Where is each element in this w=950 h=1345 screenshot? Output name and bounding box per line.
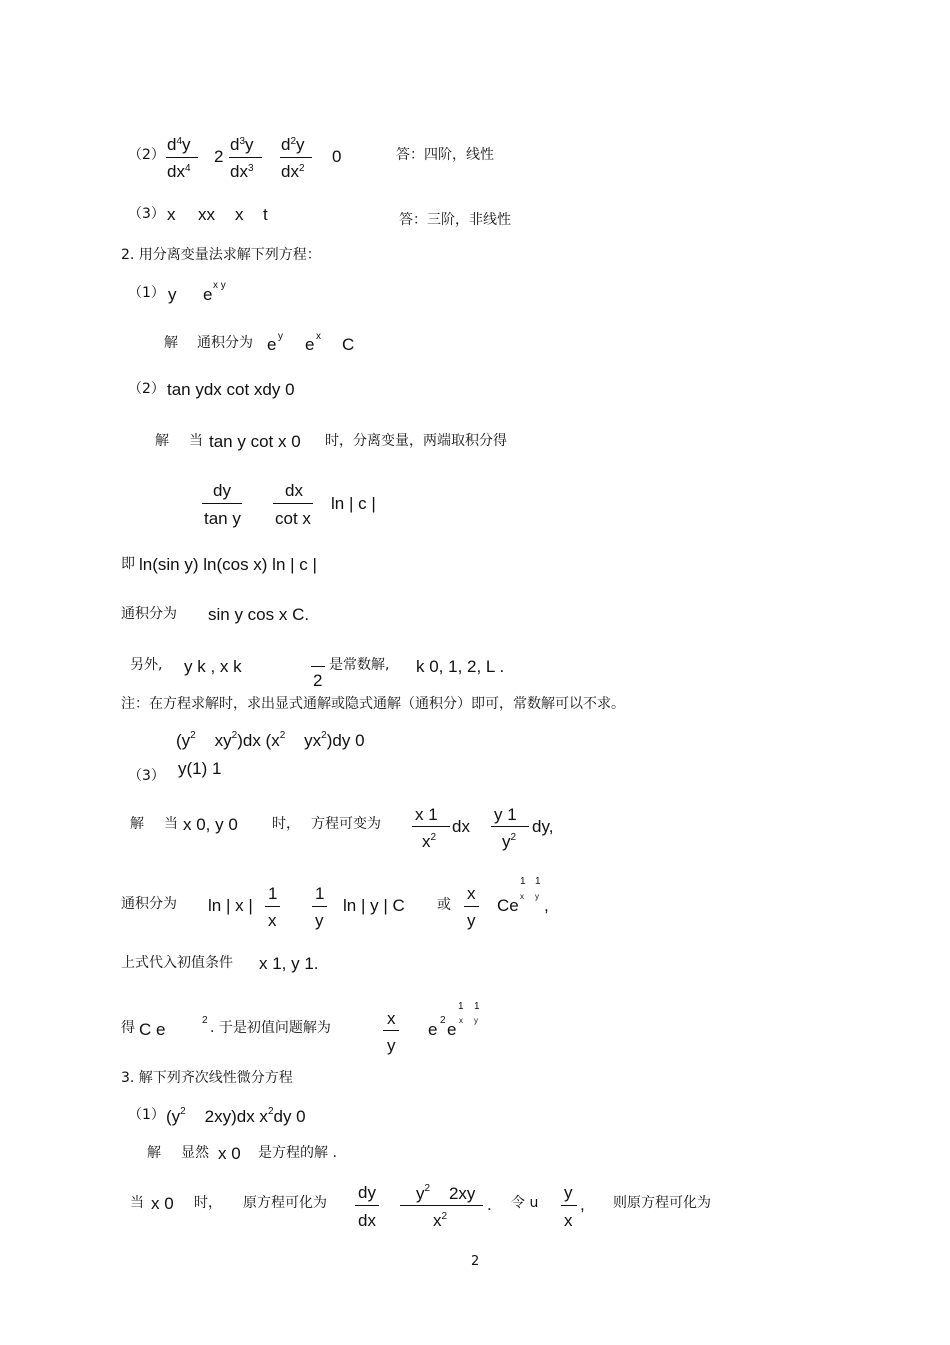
h2-f3-num: y bbox=[564, 1183, 573, 1202]
p3-de-exp-x: x bbox=[459, 1016, 463, 1025]
p1-sol-e2-sup: x bbox=[316, 331, 321, 342]
p3-de-label: 得 bbox=[121, 1020, 135, 1036]
p1-sol-prefix: 解 bbox=[164, 335, 178, 351]
p3-de-rhs: e bbox=[428, 1020, 438, 1039]
h2-f3-den: x bbox=[564, 1211, 573, 1230]
h2-f2-num: $y^2$ 2xy bbox=[416, 1183, 476, 1203]
frac-num: $d^4y$ bbox=[167, 135, 191, 154]
p3-f1-num: x 1 bbox=[415, 805, 438, 824]
q3-eq-term: t bbox=[263, 205, 268, 224]
fraction-bar bbox=[400, 1205, 483, 1206]
h1-eq-a: (y bbox=[166, 1107, 181, 1126]
fraction-bar bbox=[273, 503, 313, 504]
fraction-bar bbox=[355, 1205, 379, 1206]
fraction-bar bbox=[265, 906, 280, 907]
p2-frac2-den: cot x bbox=[275, 509, 311, 528]
p2-label: （2） bbox=[128, 381, 165, 397]
rhs-zero: 0 bbox=[332, 147, 342, 166]
p1-sol-e1: e bbox=[267, 335, 277, 354]
p3-f2-num: y 1 bbox=[494, 805, 517, 824]
h2-f1-num: dy bbox=[358, 1183, 376, 1202]
section-3-title: 3. 解下列齐次线性微分方程 bbox=[121, 1070, 293, 1086]
fraction-bar bbox=[166, 157, 198, 158]
p2-other-den: 2 bbox=[313, 671, 323, 690]
q2-answer: 答：四阶，线性 bbox=[396, 147, 494, 163]
p2-frac1-num: dy bbox=[213, 481, 231, 500]
p3-gen-exp-1: 1 bbox=[520, 876, 526, 887]
p3-f2-den: $y^2$ bbox=[502, 832, 517, 851]
coefficient: 2 bbox=[214, 147, 224, 166]
h1-sol-expr: x 0 bbox=[218, 1144, 241, 1163]
p1-eq-exponent: x y bbox=[213, 280, 226, 291]
frac-den: $dx^2$ bbox=[281, 162, 305, 181]
p3-gen-or: 或 bbox=[437, 897, 451, 913]
page-number: 2 bbox=[471, 1254, 480, 1269]
p2-sol-when: 当 bbox=[189, 433, 203, 449]
p2-sol-condition: tan y cot x 0 bbox=[209, 432, 301, 451]
h2-f2-den: $x^2$ bbox=[433, 1211, 448, 1230]
p3-sol-text1: 时， bbox=[272, 816, 300, 832]
q3-eq-term: x bbox=[235, 205, 244, 224]
p3-eq2: y(1) 1 bbox=[178, 759, 222, 778]
h2-period: . bbox=[487, 1195, 492, 1214]
p2-frac1-den: tan y bbox=[204, 509, 241, 528]
p3-label: （3） bbox=[128, 768, 165, 784]
fraction-bar bbox=[312, 906, 327, 907]
p2-rhs: ln | c | bbox=[331, 494, 376, 513]
p3-gen-comma: , bbox=[544, 896, 549, 915]
p1-sol-C: C bbox=[342, 335, 355, 354]
fraction-bar bbox=[202, 503, 242, 504]
p3-gen-f2-den: y bbox=[315, 911, 324, 930]
h2-f2-num-y: y bbox=[416, 1184, 425, 1203]
p2-ji-label: 即 bbox=[121, 556, 135, 572]
h1-eq-c: dy 0 bbox=[273, 1107, 306, 1126]
p2-other-text: 是常数解, bbox=[329, 657, 390, 673]
p3-gen-ln: ln | x | bbox=[208, 896, 253, 915]
p3-f1-den-x: x bbox=[422, 832, 431, 851]
fraction-bar bbox=[280, 157, 312, 158]
p3-de-exp-y: y bbox=[474, 1016, 478, 1025]
p2-other-expr: y k , x k bbox=[184, 657, 242, 676]
p2-equation: tan ydx cot xdy 0 bbox=[167, 380, 295, 399]
p3-f2-tail: dy, bbox=[532, 817, 554, 836]
h2-f2-num-2xy: 2xy bbox=[448, 1184, 476, 1203]
p3-gen-f3-den: y bbox=[467, 911, 476, 930]
section-2-title: 2. 用分离变量法求解下列方程： bbox=[121, 247, 321, 263]
p3-gen-exp-1b: 1 bbox=[535, 876, 541, 887]
p2-gen-label: 通积分为 bbox=[121, 606, 177, 622]
frac-den: $dx^4$ bbox=[167, 162, 191, 181]
p1-sol-e1-sup: y bbox=[278, 331, 283, 342]
p2-frac2-num: dx bbox=[285, 481, 303, 500]
h1-eq-b: 2xy)dx x bbox=[204, 1107, 268, 1126]
p3-gen-mid: ln | y | C bbox=[343, 896, 405, 915]
h2-f2-den-x: x bbox=[433, 1211, 442, 1230]
p3-sol-text2: 方程可变为 bbox=[311, 816, 381, 832]
q3-answer: 答：三阶，非线性 bbox=[399, 212, 511, 228]
p1-label: （1） bbox=[128, 285, 165, 301]
p3-gen-f3-num: x bbox=[467, 884, 476, 903]
fraction-bar bbox=[383, 1030, 399, 1031]
q2-label: （2） bbox=[128, 147, 165, 163]
h2-text3: 则原方程可化为 bbox=[613, 1195, 711, 1211]
p3-gen-exp-y: y bbox=[535, 892, 539, 901]
p3-de-text: . 于是初值问题解为 bbox=[210, 1020, 331, 1036]
p1-eq-e: e bbox=[203, 285, 213, 304]
p3-f1-tail: dx bbox=[452, 817, 470, 836]
p3-eq1-b: xy bbox=[214, 731, 232, 750]
frac-num: $d^3y$ bbox=[230, 135, 254, 154]
h1-equation: ($y^2$ 2xy)dx $x^2dy$ 0 bbox=[166, 1106, 306, 1126]
note: 注：在方程求解时，求出显式通解或隐式通解（通积分）即可，常数解可以不求。 bbox=[121, 696, 625, 712]
fraction-bar bbox=[491, 826, 529, 827]
h1-sol-prefix: 解 bbox=[147, 1145, 161, 1161]
h1-sol-text: 显然 bbox=[181, 1145, 209, 1161]
p3-sol-when: 当 bbox=[164, 816, 178, 832]
p3-gen-label: 通积分为 bbox=[121, 896, 177, 912]
p2-gen-expr: sin y cos x C. bbox=[208, 605, 310, 624]
h1-label: （1） bbox=[128, 1107, 165, 1123]
fraction-bar bbox=[412, 826, 450, 827]
p1-eq-y: y bbox=[168, 285, 177, 304]
fraction-bar bbox=[229, 157, 262, 158]
p3-eq1: ($y^2$ $xy^2)dx$ ($x^2$ $yx^2)dy$ 0 bbox=[176, 730, 365, 750]
p3-gen-exp-x: x bbox=[520, 892, 524, 901]
h2-text1: 时， bbox=[194, 1195, 222, 1211]
p2-sol-text: 时，分离变量，两端取积分得 bbox=[325, 433, 507, 449]
q3-label: （3） bbox=[128, 206, 165, 222]
p2-ji-expr: ln(sin y) ln(cos x) ln | c | bbox=[139, 555, 317, 574]
fraction-bar bbox=[464, 906, 479, 907]
fraction-bar bbox=[311, 666, 325, 667]
frac-den: $dx^3$ bbox=[230, 162, 254, 181]
p3-init-label: 上式代入初值条件 bbox=[121, 955, 233, 971]
p3-eq1-e: )dy 0 bbox=[326, 731, 365, 750]
h1-sol-text2: 是方程的解 . bbox=[258, 1145, 337, 1161]
p3-de-rhs2: e bbox=[447, 1020, 457, 1039]
p3-de-sup: 2 bbox=[202, 1015, 208, 1026]
h2-expr: x 0 bbox=[151, 1194, 174, 1213]
p3-de-rhs-sup: 2 bbox=[440, 1015, 446, 1026]
p2-other-k: k 0, 1, 2, L . bbox=[416, 657, 505, 676]
p3-eq1-a: (y bbox=[176, 731, 191, 750]
p3-f1-den: $x^2$ bbox=[422, 832, 437, 851]
p1-sol-e2: e bbox=[305, 335, 315, 354]
frac-num: $d^2y$ bbox=[281, 135, 305, 154]
p3-gen-f1-den: x bbox=[268, 911, 277, 930]
p3-f2-den-y: y bbox=[502, 832, 511, 851]
p3-gen-Ce: Ce bbox=[497, 896, 519, 915]
p3-de-f-num: x bbox=[387, 1009, 396, 1028]
p3-de-exp-1: 1 bbox=[458, 1001, 464, 1012]
h2-when: 当 bbox=[130, 1195, 144, 1211]
p3-sol-prefix: 解 bbox=[130, 816, 144, 832]
p3-gen-f2-num: 1 bbox=[315, 884, 325, 903]
q3-eq-term: x bbox=[167, 205, 176, 224]
p2-other-label: 另外, bbox=[130, 657, 163, 673]
h2-ling: 令 u bbox=[511, 1195, 539, 1211]
h2-f1-den: dx bbox=[358, 1211, 376, 1230]
fraction-bar bbox=[561, 1205, 577, 1206]
q3-eq-term: xx bbox=[198, 205, 215, 224]
p3-de-f-den: y bbox=[387, 1036, 396, 1055]
p3-gen-f1-num: 1 bbox=[268, 884, 278, 903]
h2-text2: 原方程可化为 bbox=[243, 1195, 327, 1211]
p3-eq1-d: yx bbox=[304, 731, 322, 750]
h2-comma: , bbox=[580, 1195, 585, 1214]
p3-de-exp-1b: 1 bbox=[474, 1001, 480, 1012]
p3-init-expr: x 1, y 1. bbox=[259, 954, 319, 973]
p3-de-C: C e bbox=[139, 1020, 166, 1039]
p1-sol-text: 通积分为 bbox=[197, 335, 253, 351]
p3-sol-condition: x 0, y 0 bbox=[183, 815, 238, 834]
p3-eq1-c: )dx (x bbox=[237, 731, 280, 750]
p2-sol-prefix: 解 bbox=[155, 433, 169, 449]
